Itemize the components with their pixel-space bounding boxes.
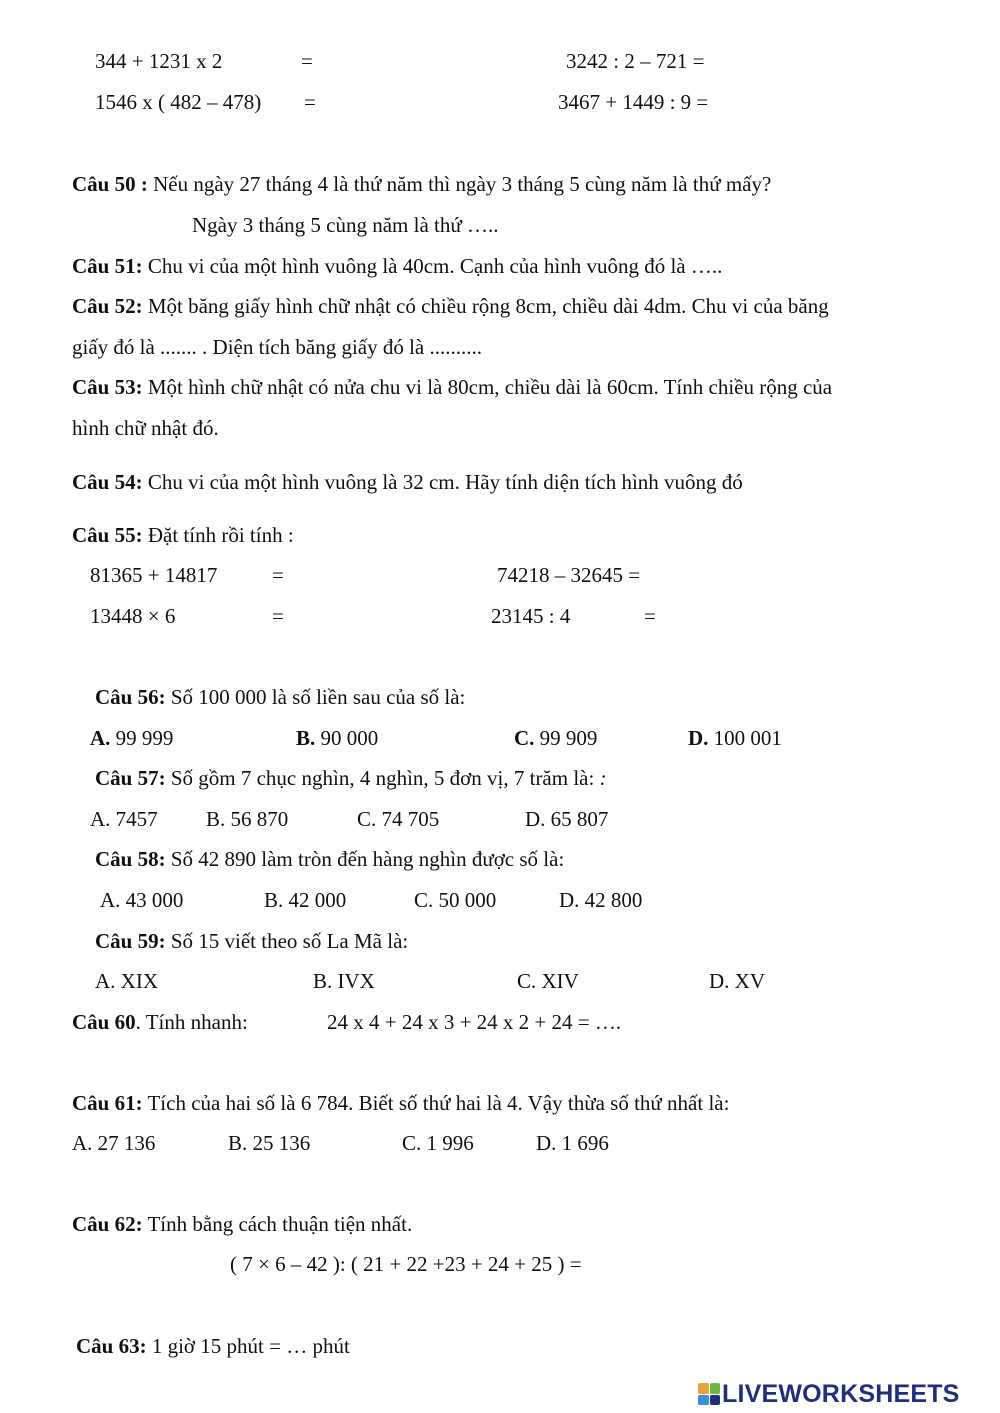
question-53-line-2: hình chữ nhật đó. <box>72 416 219 440</box>
expr-2-left: 1546 x ( 482 – 478) <box>95 90 262 114</box>
question-62-expression: ( 7 × 6 – 42 ): ( 21 + 22 +23 + 24 + 25 ) = <box>230 1252 582 1276</box>
q56-option-b[interactable] <box>296 728 378 749</box>
q55-expr-2-left: 13448 × 6 <box>90 604 176 628</box>
q55-expr-1-right: 74218 – 32645 = <box>497 563 641 587</box>
option-value: 99 999 <box>115 726 174 750</box>
question-text: Một băng giấy hình chữ nhật có chiều rộng 8cm, chiều dài 4dm. Chu vi của băng <box>147 294 829 318</box>
option-letter: B. <box>296 726 316 750</box>
question-60-expression: 24 x 4 + 24 x 3 + 24 x 2 + 24 = …. <box>327 1010 622 1034</box>
q58-option-d[interactable]: D. 42 800 <box>559 888 643 912</box>
question-50 <box>72 174 771 195</box>
q58-option-b[interactable]: B. 42 000 <box>264 888 347 912</box>
q56-option-a[interactable] <box>90 728 173 749</box>
liveworksheets-logo-icon <box>698 1383 720 1405</box>
question-56 <box>95 687 465 708</box>
question-label: Câu 61: <box>72 1091 143 1115</box>
option-letter: D. <box>688 726 709 750</box>
q59-option-a[interactable]: A. XIX <box>95 969 158 993</box>
question-54 <box>72 472 743 493</box>
question-51 <box>72 256 722 277</box>
question-text: Số 42 890 làm tròn đến hàng nghìn được số là: <box>170 847 565 871</box>
option-letter: A. <box>90 726 111 750</box>
question-text: Số 15 viết theo số La Mã là: <box>170 929 409 953</box>
liveworksheets-logo <box>698 1381 998 1407</box>
question-text: Số gồm 7 chục nghìn, 4 nghìn, 5 đơn vị, 7 trăm là: <box>170 766 595 790</box>
q55-expr-1-left: 81365 + 14817 <box>90 563 218 587</box>
question-label: Câu 55: <box>72 523 143 547</box>
question-label: Câu 53: <box>72 375 143 399</box>
question-label: Câu 60 <box>72 1010 136 1034</box>
logo-square-1 <box>698 1383 709 1394</box>
q56-option-c[interactable] <box>514 728 597 749</box>
question-label: Câu 58: <box>95 847 166 871</box>
option-letter: C. <box>514 726 535 750</box>
question-59 <box>95 931 408 952</box>
question-text: Chu vi của một hình vuông là 40cm. Cạnh của hình vuông đó là ….. <box>147 254 723 278</box>
logo-square-2 <box>710 1383 721 1394</box>
q55-expr-1-equals: = <box>272 563 284 587</box>
question-text: Đặt tính rồi tính : <box>147 523 294 547</box>
question-57 <box>95 768 607 789</box>
q55-expr-2-right: 23145 : 4 <box>491 604 571 628</box>
question-55 <box>72 525 294 546</box>
question-label: Câu 52: <box>72 294 143 318</box>
question-58 <box>95 849 564 870</box>
question-text: Chu vi của một hình vuông là 32 cm. Hãy tính diện tích hình vuông đó <box>147 470 743 494</box>
question-label: Câu 50 : <box>72 172 148 196</box>
q61-option-b[interactable]: B. 25 136 <box>228 1131 311 1155</box>
q57-option-c[interactable]: C. 74 705 <box>357 807 440 831</box>
question-text: Một hình chữ nhật có nửa chu vi là 80cm, chiều dài là 60cm. Tính chiều rộng của <box>147 375 833 399</box>
question-61 <box>72 1093 729 1114</box>
question-label: Câu 59: <box>95 929 166 953</box>
q59-option-c[interactable]: C. XIV <box>517 969 579 993</box>
question-text: Số 100 000 là số liền sau của số là: <box>170 685 466 709</box>
question-label: Câu 62: <box>72 1212 143 1236</box>
q61-option-c[interactable]: C. 1 996 <box>402 1131 474 1155</box>
question-label: Câu 56: <box>95 685 166 709</box>
q55-expr-2-right-equals: = <box>644 604 656 628</box>
question-text: 1 giờ 15 phút = … phút <box>151 1334 350 1358</box>
question-text: Tích của hai số là 6 784. Biết số thứ hai là 4. Vậy thừa số thứ nhất là: <box>147 1091 730 1115</box>
q61-option-d[interactable]: D. 1 696 <box>536 1131 609 1155</box>
question-label: Câu 63: <box>76 1334 147 1358</box>
option-value: 90 000 <box>320 726 379 750</box>
question-label: Câu 57: <box>95 766 166 790</box>
question-53 <box>72 377 832 398</box>
question-trail: : <box>599 766 607 790</box>
question-52-line-2: giấy đó là ....... . Diện tích băng giấy đó là .......... <box>72 335 483 359</box>
q59-option-b[interactable]: B. IVX <box>313 969 375 993</box>
expr-1-equals: = <box>301 49 313 73</box>
q56-option-d[interactable] <box>688 728 782 749</box>
expr-1-right: 3242 : 2 – 721 = <box>566 49 705 73</box>
question-label: Câu 51: <box>72 254 143 278</box>
question-62 <box>72 1214 412 1235</box>
question-label: Câu 54: <box>72 470 143 494</box>
q58-option-a[interactable]: A. 43 000 <box>100 888 184 912</box>
q58-option-c[interactable]: C. 50 000 <box>414 888 497 912</box>
question-50-answer-line: Ngày 3 tháng 5 cùng năm là thứ ….. <box>192 213 499 237</box>
q57-option-d[interactable]: D. 65 807 <box>525 807 609 831</box>
logo-square-4 <box>710 1395 721 1406</box>
question-text: Nếu ngày 27 tháng 4 là thứ năm thì ngày 3 tháng 5 cùng năm là thứ mấy? <box>153 172 772 196</box>
option-value: 99 909 <box>539 726 598 750</box>
liveworksheets-logo-text: LIVEWORKSHEETS <box>722 1379 960 1408</box>
expr-2-right: 3467 + 1449 : 9 = <box>558 90 709 114</box>
expr-2-equals: = <box>304 90 316 114</box>
option-value: 100 001 <box>713 726 782 750</box>
q57-option-b[interactable]: B. 56 870 <box>206 807 289 831</box>
q57-option-a[interactable]: A. 7457 <box>90 807 158 831</box>
question-52 <box>72 296 829 317</box>
question-text: . Tính nhanh: <box>135 1010 248 1034</box>
question-text: Tính bằng cách thuận tiện nhất. <box>147 1212 413 1236</box>
q61-option-a[interactable]: A. 27 136 <box>72 1131 156 1155</box>
question-60 <box>72 1012 248 1033</box>
expr-1-left: 344 + 1231 x 2 <box>95 49 223 73</box>
question-63 <box>76 1336 350 1357</box>
q55-expr-2-equals: = <box>272 604 284 628</box>
q59-option-d[interactable]: D. XV <box>709 969 765 993</box>
logo-square-3 <box>698 1395 709 1406</box>
